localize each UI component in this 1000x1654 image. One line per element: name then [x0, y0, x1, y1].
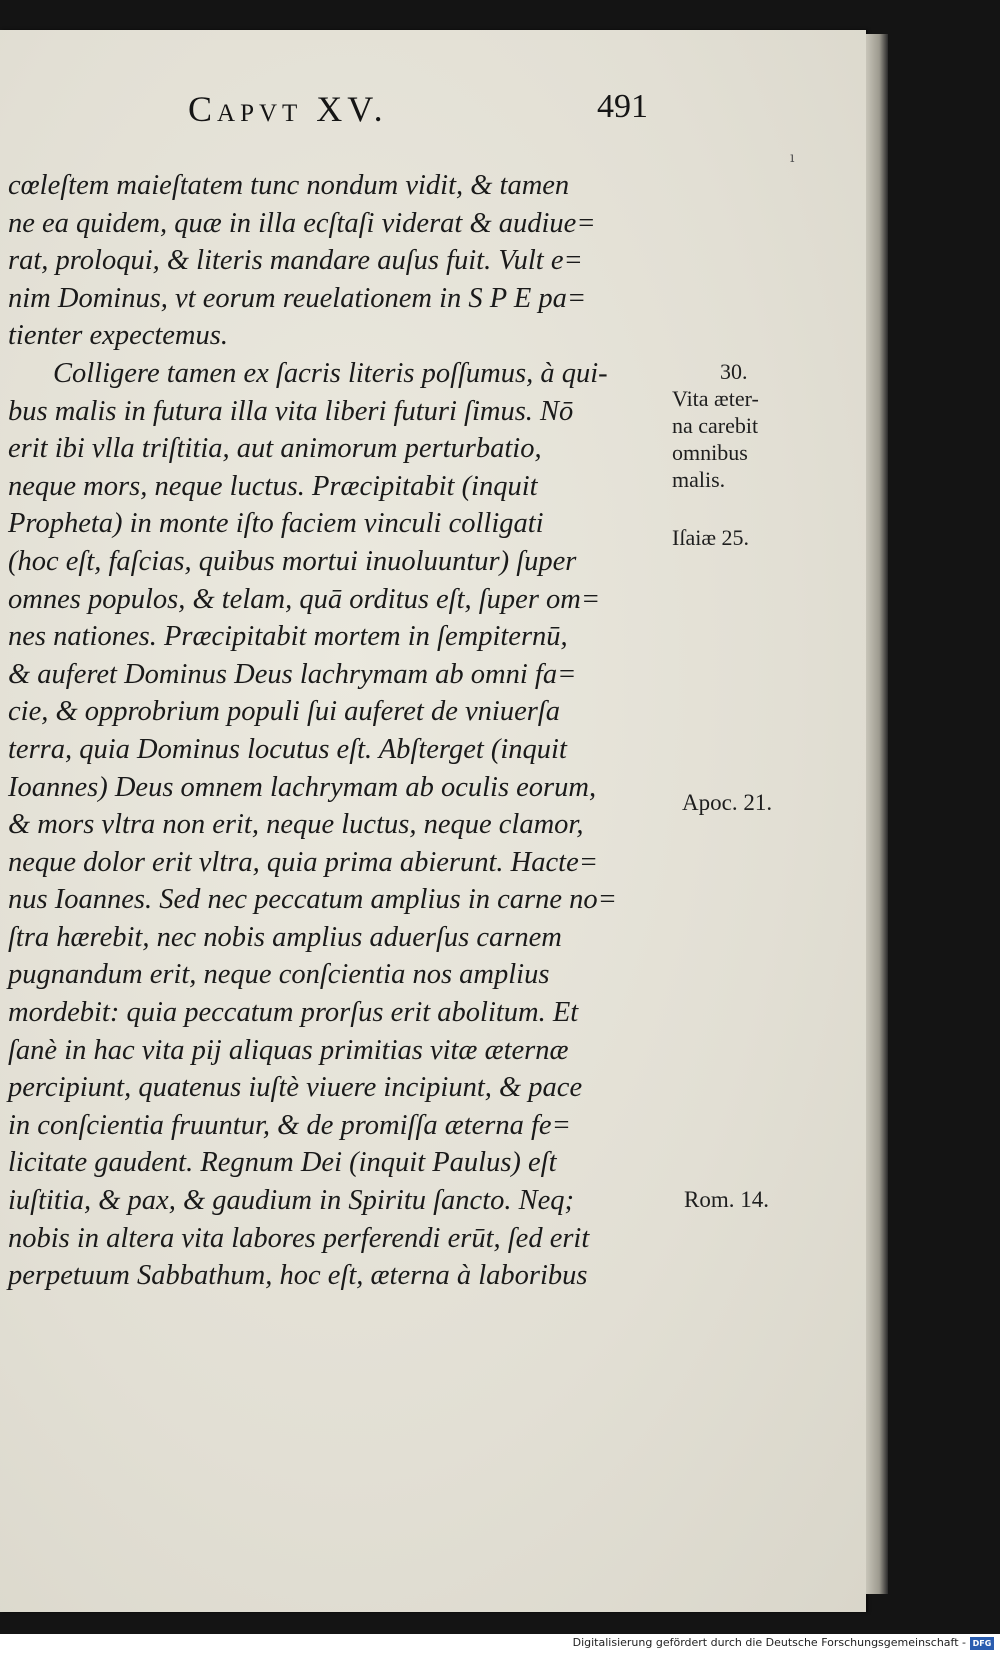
- running-title: Capvt XV.: [188, 89, 388, 129]
- margin-note-line: na carebit: [672, 413, 759, 438]
- text-line: nes nationes. Præcipitabit mortem in ſempiternū,: [8, 621, 568, 653]
- text-line: percipiunt, quatenus iuſtè viuere incipiunt, & pace: [8, 1072, 583, 1104]
- text-line: Ioannes) Deus omnem lachrymam ab oculis eorum,: [8, 771, 597, 803]
- text-line: licitate gaudent. Regnum Dei (inquit Paulus) eſt: [8, 1147, 557, 1179]
- text-line: mordebit: quia peccatum prorſus erit abolitum. Et: [8, 997, 579, 1029]
- text-line: ſtra hærebit, nec nobis amplius aduerſus carnem: [8, 921, 562, 953]
- text-line: cie, & opprobrium populi ſui auferet de vniuerſa: [8, 696, 560, 728]
- text-line: terra, quia Dominus locutus eſt. Abſterget (inquit: [8, 733, 567, 765]
- margin-note-30: [672, 358, 759, 493]
- page-number: 491: [597, 88, 648, 125]
- dfg-logo: DFG: [970, 1637, 994, 1650]
- text-line: nim Dominus, vt eorum reuelationem in S P E pa=: [8, 282, 587, 314]
- text-line: neque dolor erit vltra, quia prima abierunt. Hacte=: [8, 846, 598, 878]
- margin-note-number: 30.: [720, 359, 748, 384]
- stray-mark: ı: [790, 150, 795, 166]
- text-line: perpetuum Sabbathum, hoc eſt, æterna à laboribus: [8, 1260, 588, 1292]
- text-line: bus malis in futura illa vita liberi futuri ſimus. Nō: [8, 395, 574, 427]
- text-line: neque mors, neque luctus. Præcipitabit (inquit: [8, 470, 538, 502]
- text-line: omnes populos, & telam, quā orditus eſt, ſuper om=: [8, 583, 601, 615]
- page-edge: [866, 34, 888, 1594]
- text-line: ſanè in hac vita pij aliquas primitias vitæ æternæ: [8, 1034, 569, 1066]
- text-line: cœleſtem maieſtatem tunc nondum vidit, & tamen: [8, 170, 570, 201]
- text-line: tienter expectemus.: [8, 320, 228, 352]
- text-line: Colligere tamen ex ſacris literis poſſumus, à qui-: [53, 357, 608, 389]
- text-line: (hoc eſt, faſcias, quibus mortui inuoluuntur) ſuper: [8, 545, 577, 577]
- text-line: erit ibi vlla triſtitia, aut animorum perturbatio,: [8, 433, 542, 465]
- text-line: pugnandum erit, neque conſcientia nos amplius: [8, 959, 550, 991]
- margin-note-isaiah: [672, 524, 749, 551]
- footer-strip: [0, 1634, 1000, 1654]
- text-line: iuſtitia, & pax, & gaudium in Spiritu ſancto. Neq;: [8, 1185, 575, 1217]
- margin-note-apoc: [682, 789, 772, 816]
- text-line: & auferet Dominus Deus lachrymam ab omni fa=: [8, 658, 577, 690]
- digitization-credit: Digitalisierung gefördert durch die Deutsche Forschungsgemeinschaft -: [572, 1636, 966, 1649]
- margin-note-line: Vita æter-: [672, 386, 759, 411]
- text-line: & mors vltra non erit, neque luctus, neque clamor,: [8, 809, 584, 841]
- text-line: ne ea quidem, quæ in illa ecſtaſi viderat & audiue=: [8, 207, 596, 239]
- text-line: rat, proloqui, & literis mandare auſus fuit. Vult e=: [8, 245, 583, 277]
- page-header: [188, 88, 648, 144]
- margin-note-line: malis.: [672, 467, 726, 492]
- text-line: nus Ioannes. Sed nec peccatum amplius in carne no=: [8, 884, 617, 916]
- text-line: nobis in altera vita labores perferendi erūt, ſed erit: [8, 1222, 590, 1254]
- text-line: in conſcientia fruuntur, & de promiſſa æterna fe=: [8, 1109, 571, 1141]
- margin-note-line: omnibus: [672, 440, 748, 465]
- text-line: Propheta) in monte iſto faciem vinculi colligati: [8, 508, 544, 540]
- margin-note-line: Iſaiæ 25.: [672, 525, 749, 550]
- margin-note-rom: [684, 1186, 769, 1213]
- margin-note-line: Rom. 14.: [684, 1187, 769, 1212]
- margin-note-line: Apoc. 21.: [682, 790, 773, 815]
- main-text-block: [8, 167, 668, 1295]
